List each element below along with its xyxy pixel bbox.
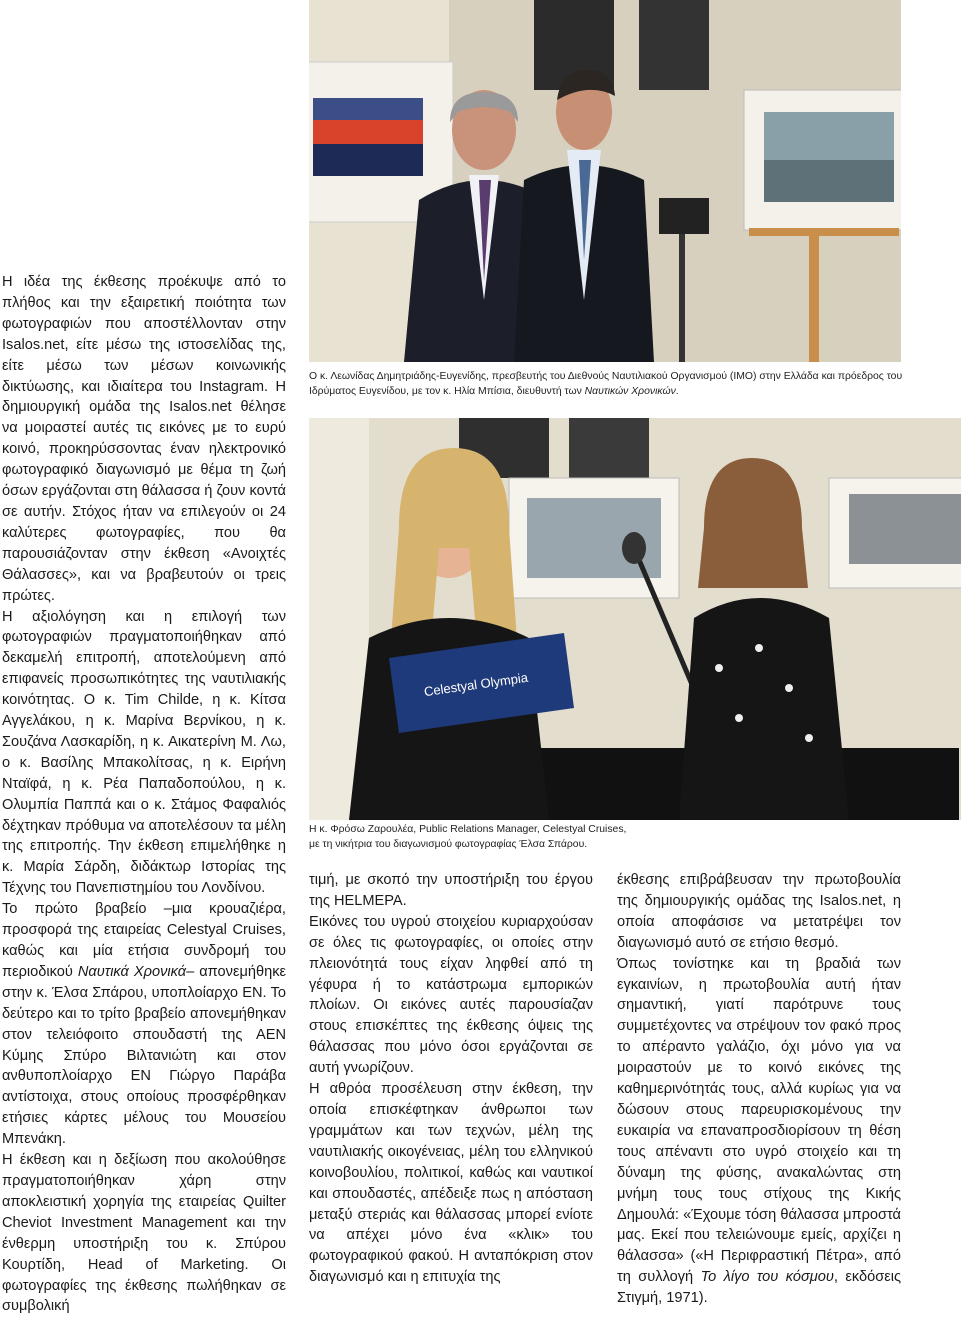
right-paragraph-2a: Όπως τονίστηκε και τη βραδιά των εγκαινίων, η πρωτοβουλία αυτή ήταν σημαντική, γιατί παρότρυνε τους συμμετέχοντες να στρέψουν τον φακό προς το απέραντο γαλάζιο, όχι μόνο για να μοιραστούν με το κοινό εικόνες της καθημερινότητάς τους, αλλά κυρίως για να δώσουν στους παρευρισκομένους την ευκαιρία να επαναπροσδιορίσουν τη θέση τους απέναντι στο υγρό στοιχείο και τη δύναμη της φύσης, ανακαλώντας στη μνήμη τους τους στίχους της Κικής Δημουλά: «Έχουμε τόση θάλασσα μπροστά μας. Εκεί που τελειώνουμε εμείς, αρχίζει η θάλασσα» («Η Περιφραστική Πέτρα», από τη συλλογή: [617, 955, 901, 1286]
article-column-right: [617, 870, 901, 1309]
caption2-line2: με τη νικήτρια του διαγωνισμού φωτογραφίας Έλσα Σπάρου.: [309, 838, 588, 850]
mid-paragraph-3: Η αθρόα προσέλευση στην έκθεση, την οποία επισκέφτηκαν άνθρωποι των γραμμάτων και των τεχνών, μέλη της ναυτιλιακής οικογένειας, μέλη του ελληνικού κοινοβουλίου, πολιτικοί, καθώς και ναυτικοί και σπουδαστές, απέδειξε πως η απόσταση μεταξύ στεριάς και θάλασσας μπορεί ενίοτε να απέχει μόνο ένα «κλικ» του φωτογραφικού φακού. Η ανταπόκριση στον διαγωνισμό και η επιτυχία της: [309, 1081, 593, 1286]
right-paragraph-2: [617, 954, 901, 1309]
box-label: Celestyal Olympia: [423, 669, 529, 700]
caption1-publication: Ναυτικών Χρονικών: [584, 385, 676, 397]
right-paragraph-2-book-title: Το λίγο του κόσμου: [700, 1269, 834, 1286]
left-paragraph-4: Η έκθεση και η δεξίωση που ακολούθησε πραγματοποιήθηκαν χάρη στην αποκλειστική χορηγία της εταιρείας Quilter Cheviot Investment Management και την ένθερμη υποστήριξη του κ. Σπύρου Κουρτίδη, Head of Marketing. Οι φωτογραφίες της έκθεσης πωλήθηκαν σε συμβολική: [2, 1152, 286, 1315]
mid-paragraph-1: τιμή, με σκοπό την υποστήριξη του έργου της HELMEPA.: [309, 872, 593, 909]
mid-paragraph-2: Εικόνες του υγρού στοιχείου κυριαρχούσαν σε όλες τις φωτογραφίες, οι οποίες στην πλειονότητά τους είχαν ληφθεί από τη γέφυρα ή το κατάστρωμα εμπορικών πλοίων. Οι εικόνες αυτές παρουσίαζαν στους επισκέπτες της έκθεσης όψεις της θάλασσας που μόνο όσοι εργάζονται σε αυτή γνωρίζουν.: [309, 913, 593, 1077]
left-paragraph-3: [2, 899, 286, 1150]
left-paragraph-3a: Το πρώτο βραβείο –μια κρουαζιέρα, προσφορά της εταιρείας Celestyal Cruises, καθώς και μία ετήσια συνδρομή του περιοδικού: [2, 901, 286, 980]
left-paragraph-3-publication: Ναυτικά Χρονικά: [77, 963, 187, 980]
left-paragraph-2: Η αξιολόγηση και η επιλογή των φωτογραφιών πραγματοποιήθηκαν από δεκαμελή επιτροπή, αποτελούμενη από επιφανείς προσωπικότητες της ναυτιλιακής κοινότητας. Ο κ. Tim Childe, η κ. Κίτσα Αγγελάκου, η κ. Μαρίνα Βερνίκου, η κ. Σουζάνα Λασκαρίδη, η κ. Αικατερίνη Μ. Λω, ο κ. Βασίλης Μπακολίτσας, η κ. Ειρήνη Νταϊφά, η κ. Ρέα Παπαδοπούλου, η κ. Ολυμπία Παππά και ο κ. Στάμος Φαφαλιός δέχτηκαν πρόθυμα να αποτελέσουν τα μέλη της επιτροπής. Την έκθεση επιμελήθηκε η κ. Μαρία Σάρδη, διδάκτωρ Ιστορίας της Τέχνης του Πανεπιστημίου του Λονδίνου.: [2, 608, 286, 897]
left-paragraph-3b: – απονεμήθηκε στην κ. Έλσα Σπάρου, υποπλοίαρχο ΕΝ. Το δεύτερο και το τρίτο βραβείο απονεμήθηκαν στον τελειόφοιτο σπουδαστή της ΑΕΝ Κύμης Σπύρο Βιλτανιώτη και στον ανθυποπλοίαρχο ΕΝ Γιώργο Παράβα αντίστοιχα, στους οποίους προσφέρθηκαν ετήσιες κάρτες μέλους του Μουσείου Μπενάκη.: [2, 963, 287, 1148]
photo-award-illustration: [309, 418, 961, 820]
article-column-middle: [309, 870, 593, 1288]
right-paragraph-1: έκθεσης επιβράβευσαν την πρωτοβουλία της δημιουργικής ομάδας της Isalos.net, η οποία αποφάσισε να μετατρέψει τον διαγωνισμό αυτό σε ετήσιο θεσμό.: [617, 872, 901, 951]
caption1-end: .: [675, 385, 679, 397]
right-paragraph-2b: , εκδόσεις Στιγμή, 1971).: [617, 1269, 901, 1307]
photo1-caption: [309, 370, 909, 399]
caption1-text: Ο κ. Λεωνίδας Δημητριάδης-Ευγενίδης, πρεσβευτής του Διεθνούς Ναυτιλιακού Οργανισμού (IMO) στην Ελλάδα και πρόεδρος του Ιδρύματος Ευγενίδου, με τον κ. Ηλία Μπίσια, διευθυντή των: [309, 371, 903, 397]
photo2-caption: [309, 823, 909, 852]
photo-ceremony-men: [309, 0, 901, 362]
caption2-line1: Η κ. Φρόσω Ζαρουλέα, Public Relations Manager, Celestyal Cruises,: [309, 824, 627, 835]
photo-award-ceremony: [309, 418, 961, 820]
photo-ceremony-men-illustration: [309, 0, 901, 362]
article-column-left: [2, 272, 286, 1317]
left-paragraph-1: Η ιδέα της έκθεσης προέκυψε από το πλήθος και την εξαιρετική ποιότητα των φωτογραφιών που αποστέλλονταν στην Isalos.net, είτε μέσω της ιστοσελίδας της, είτε μέσω των μέσων κοινωνικής δικτύωσης, και ιδιαίτερα του Instagram. Η δημιουργική ομάδα της Isalos.net θέλησε να μοιραστεί αυτές τις εικόνες με το ευρύ κοινό, προκηρύσσοντας έναν ηλεκτρονικό φωτογραφικό διαγωνισμό με θέμα τη ζωή όσων εργάζονται στη θάλασσα ή ζουν κοντά σε αυτήν. Στόχος ήταν να επιλεγούν οι 24 καλύτερες φωτογραφίες, που θα παρουσιάζονταν στην έκθεση «Ανοιχτές Θάλασσες», και να βραβευτούν οι τρεις πρώτες.: [2, 274, 286, 604]
